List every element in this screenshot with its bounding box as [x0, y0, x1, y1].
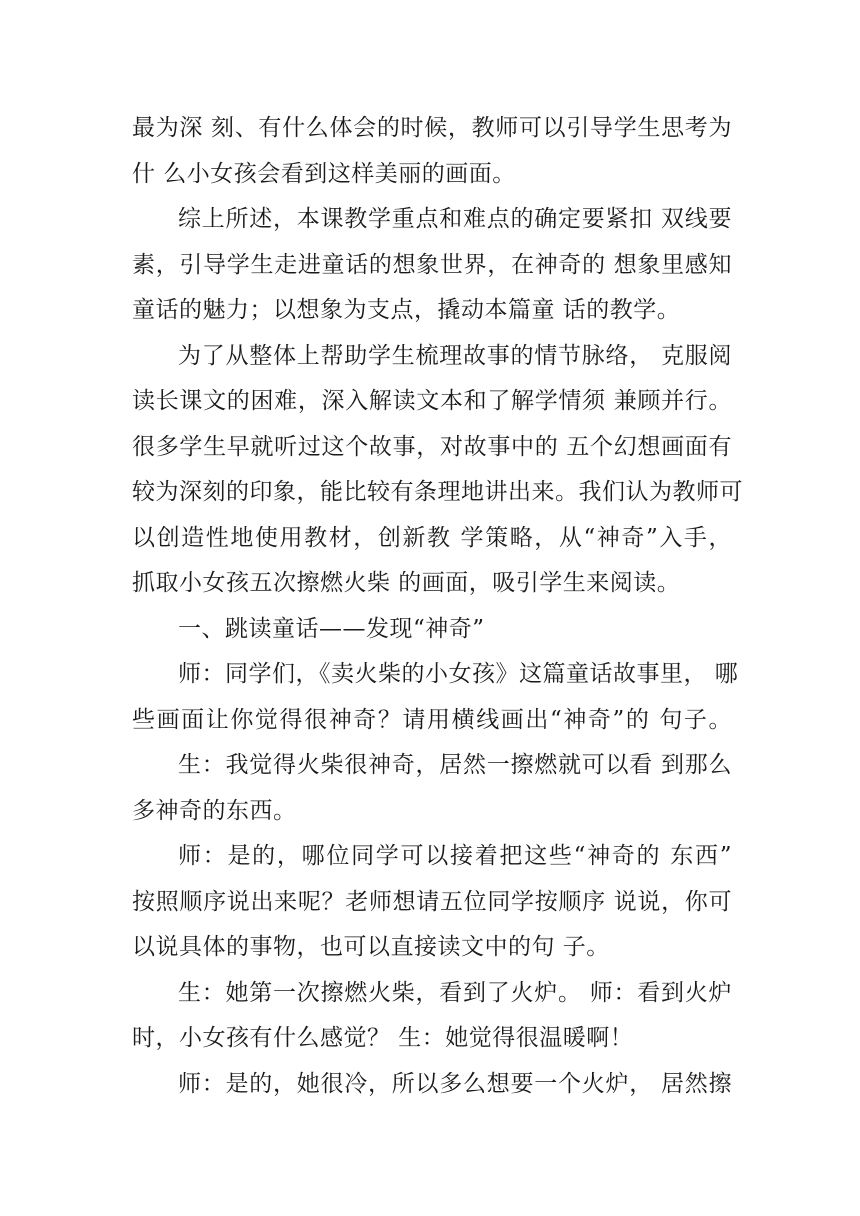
text-line: 时，小女孩有什么感觉？ 生：她觉得很温暖啊！	[132, 1025, 634, 1051]
text-line: 读长课文的困难，深入解读文本和了解学情须 兼顾并行。	[132, 388, 732, 414]
text-line: 师：同学们，《卖火柴的小女孩》这篇童话故事里， 哪	[178, 661, 739, 687]
text-line: 以创造性地使用教材，创新教 学策略，从“神奇”入手，	[132, 524, 732, 551]
text-line: 很多学生早就听过这个故事，对故事中的 五个幻想画面有	[132, 433, 732, 460]
text-line: 生：我觉得火柴很神奇，居然一擦燃就可以看 到那么	[178, 752, 732, 778]
text-line: 抓取小女孩五次擦燃火柴 的画面，吸引学生来阅读。	[132, 570, 681, 596]
text-line: 最为深 刻、有什么体会的时候，教师可以引导学生思考为	[132, 115, 732, 141]
text-line: 生：她第一次擦燃火柴，看到了火炉。 师：看到火炉	[178, 979, 732, 1006]
text-line: 以说具体的事物，也可以直接读文中的句 子。	[132, 934, 610, 960]
text-line: 多神奇的东西。	[132, 797, 297, 824]
text-line: 些画面让你觉得很神奇？请用横线画出“神奇”的 句子。	[132, 706, 732, 733]
text-line: 按照顺序说出来呢？老师想请五位同学按顺序 说说，你可	[132, 888, 732, 915]
text-line: 一、跳读童话——发现“神奇”	[178, 615, 485, 642]
text-line: 师：是的，她很冷，所以多么想要一个火炉， 居然擦	[178, 1070, 732, 1097]
text-line: 为了从整体上帮助学生梳理故事的情节脉络， 克服阅	[178, 342, 732, 369]
document-body	[132, 106, 743, 1107]
text-line: 较为深刻的印象，能比较有条理地讲出来。我们认为教师可	[132, 479, 743, 505]
text-line: 师：是的，哪位同学可以接着把这些“神奇的 东西”	[178, 843, 732, 869]
text-line: 童话的魅力；以想象为支点，撬动本篇童 话的教学。	[132, 297, 681, 323]
text-line: 素，引导学生走进童话的想象世界，在神奇的 想象里感知	[132, 251, 732, 278]
text-line: 综上所述，本课教学重点和难点的确定要紧扣 双线要	[178, 206, 732, 232]
text-line: 什 么小女孩会看到这样美丽的画面。	[132, 160, 516, 187]
